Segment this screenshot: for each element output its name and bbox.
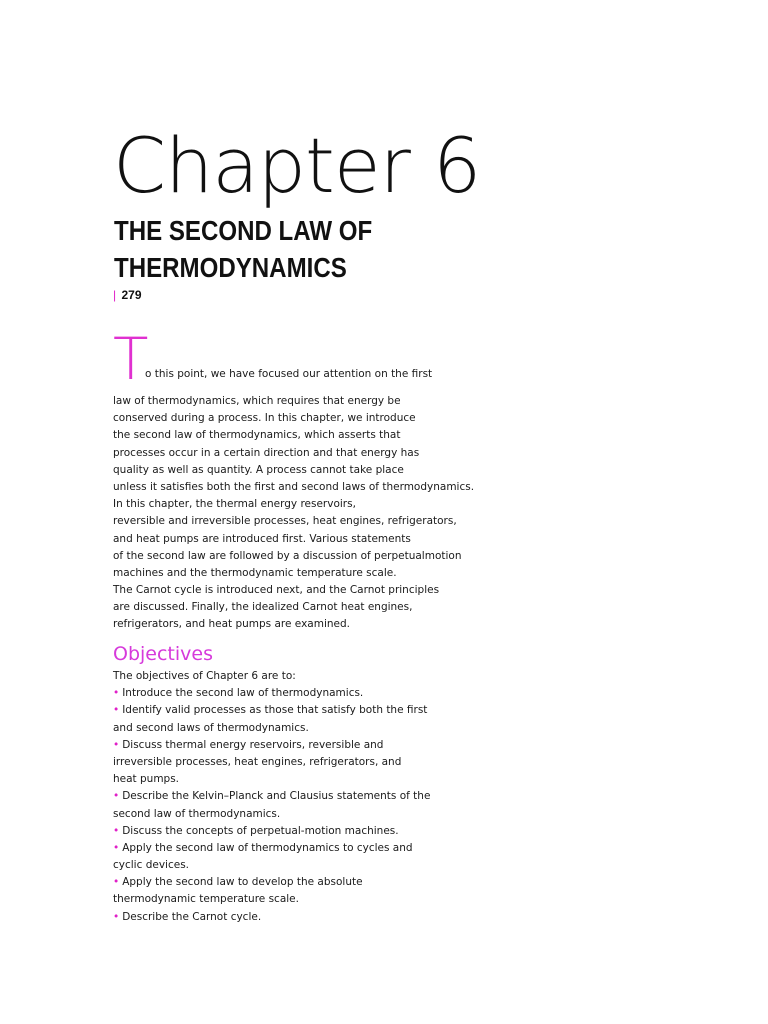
bullet-icon: • (113, 876, 120, 889)
intro-line: unless it satisfies both the first and second laws of thermodynamics. (113, 480, 475, 493)
objective-text: irreversible processes, heat engines, refrigerators, and (113, 755, 402, 768)
bullet-icon: • (113, 841, 120, 854)
objective-item (113, 840, 430, 857)
intro-line: In this chapter, the thermal energy reservoirs, (113, 498, 356, 511)
bullet-icon: • (113, 704, 120, 717)
intro-line: reversible and irreversible processes, heat engines, refrigerators, (113, 515, 457, 528)
chapter-title-line-2: THERMODYNAMICS (114, 252, 347, 283)
objectives-list (113, 668, 430, 926)
objective-line (113, 720, 430, 737)
objective-item (113, 702, 430, 719)
bullet-icon: • (113, 738, 120, 751)
page-marker: | (113, 288, 117, 302)
intro-line: refrigerators, and heat pumps are examined. (113, 618, 350, 631)
page-number: 279 (121, 288, 142, 302)
intro-line: law of thermodynamics, which requires that energy be (113, 395, 401, 407)
intro-first-line: o this point, we have focused our attention on the first (145, 368, 433, 380)
intro-paragraph (113, 393, 474, 634)
objective-text: Describe the Kelvin–Planck and Clausius statements of the (122, 790, 431, 803)
bullet-icon: • (113, 687, 120, 700)
objective-text: Discuss the concepts of perpetual-motion machines. (122, 824, 399, 837)
chapter-label: Chapter 6 (113, 121, 481, 210)
objective-text: heat pumps. (113, 773, 180, 786)
objectives-heading: Objectives (113, 643, 213, 665)
objective-text: and second laws of thermodynamics. (113, 721, 309, 734)
objective-item (113, 823, 430, 840)
intro-line: of the second law are followed by a discussion of perpetualmotion (113, 549, 462, 562)
objective-text: Apply the second law to develop the absolute (122, 876, 363, 889)
intro-line: are discussed. Finally, the idealized Carnot heat engines, (113, 601, 413, 614)
bullet-icon: • (113, 824, 120, 837)
objective-text: Identify valid processes as those that satisfy both the first (122, 704, 428, 717)
objective-text: The objectives of Chapter 6 are to: (113, 670, 296, 682)
objective-text: Introduce the second law of thermodynamics. (122, 687, 364, 700)
objective-line (113, 857, 430, 874)
bullet-icon: • (113, 790, 120, 803)
intro-line: the second law of thermodynamics, which asserts that (113, 429, 401, 442)
objective-line (113, 754, 430, 771)
objective-line (113, 668, 430, 685)
page-reference (113, 288, 142, 302)
intro-line: conserved during a process. In this chapter, we introduce (113, 412, 416, 425)
objective-item (113, 909, 430, 926)
chapter-title (114, 212, 372, 286)
objective-line (113, 771, 430, 788)
objective-text: cyclic devices. (113, 859, 190, 872)
objective-text: Apply the second law of thermodynamics to cycles and (122, 841, 413, 854)
intro-line: quality as well as quantity. A process cannot take place (113, 463, 404, 476)
intro-line: The Carnot cycle is introduced next, and the Carnot principles (113, 584, 440, 597)
drop-cap: T (113, 325, 149, 393)
objective-text: thermodynamic temperature scale. (113, 893, 299, 906)
objective-text: Describe the Carnot cycle. (122, 910, 262, 923)
objective-line (113, 806, 430, 823)
objective-item (113, 737, 430, 754)
objective-text: second law of thermodynamics. (113, 807, 281, 820)
chapter-title-line-1: THE SECOND LAW OF (114, 215, 373, 246)
objective-item (113, 685, 430, 702)
objective-line (113, 891, 430, 908)
objective-item (113, 788, 430, 805)
bullet-icon: • (113, 910, 120, 923)
intro-line: and heat pumps are introduced first. Various statements (113, 532, 411, 545)
objective-text: Discuss thermal energy reservoirs, reversible and (122, 738, 384, 751)
objective-item (113, 874, 430, 891)
intro-line: machines and the thermodynamic temperature scale. (113, 566, 397, 579)
intro-line: processes occur in a certain direction and that energy has (113, 446, 420, 459)
